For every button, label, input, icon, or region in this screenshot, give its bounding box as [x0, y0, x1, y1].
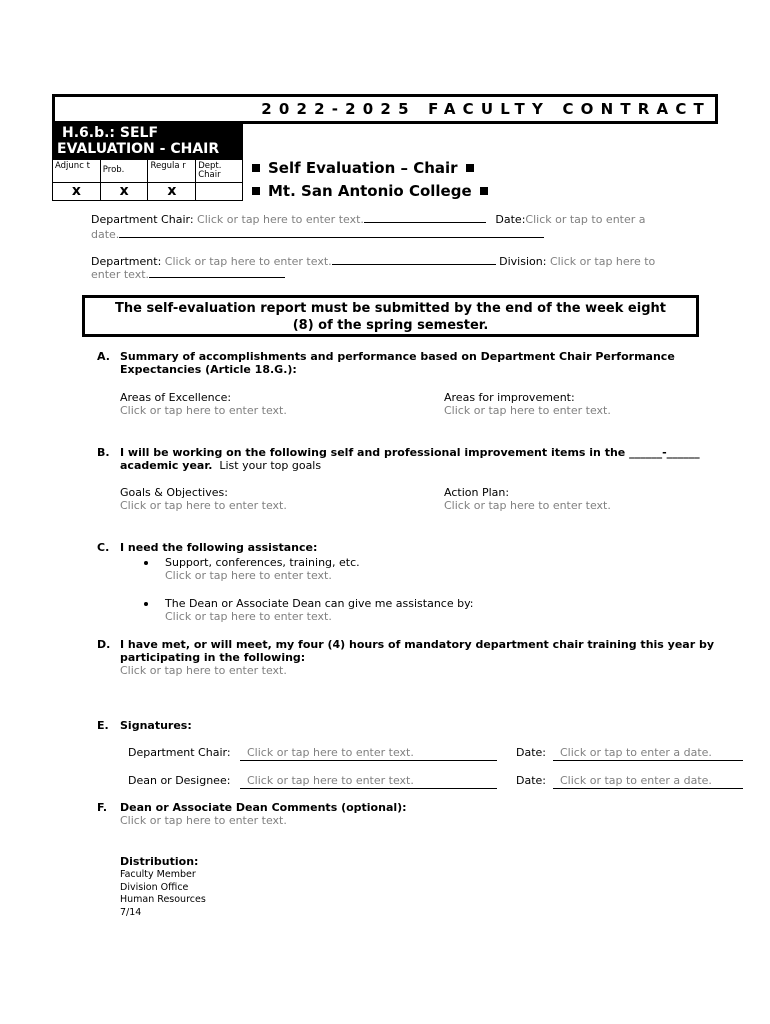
- department-label: Department:: [91, 255, 162, 268]
- section-code-box: [52, 121, 243, 159]
- chair-date-input[interactable]: Click or tap to enter a date.: [553, 746, 743, 761]
- date-continued-row: [91, 228, 544, 241]
- bullet-icon: [144, 602, 148, 606]
- section-a-title: Summary of accomplishments and performance based on Department Chair Performance Expectancies (Article 18.G.):: [120, 350, 675, 376]
- assistance-support: [165, 556, 360, 582]
- action-plan: [444, 486, 611, 512]
- chair-label: Department Chair:: [91, 213, 194, 226]
- distribution-item: Faculty Member: [120, 869, 196, 880]
- section-b-title: I will be working on the following self and professional improvement items in the ______-______ academic year. List your top goals: [120, 446, 700, 472]
- division-input-cont[interactable]: enter text.: [91, 268, 150, 281]
- training-input[interactable]: Click or tap here to enter text.: [120, 664, 287, 677]
- date-input-cont[interactable]: date.: [91, 228, 120, 241]
- chair-input[interactable]: Click or tap here to enter text.: [197, 213, 364, 226]
- title-self-evaluation: Self Evaluation – Chair: [252, 159, 474, 177]
- dean-signature-input[interactable]: Click or tap here to enter text.: [240, 774, 497, 789]
- square-bullet-icon: [466, 164, 474, 172]
- section-e-letter: E.: [97, 719, 109, 732]
- chair-field-row: [91, 213, 646, 226]
- mark-adjunct: x: [53, 183, 101, 201]
- date-input[interactable]: Click or tap to enter a: [525, 213, 646, 226]
- section-f-block: [120, 801, 407, 827]
- division-continued-row: [91, 268, 285, 281]
- dean-date-input[interactable]: Click or tap to enter a date.: [553, 774, 743, 789]
- section-d-title: I have met, or will meet, my four (4) hours of mandatory department chair training this year by participating in the following: Click or tap here to enter text.: [120, 638, 715, 677]
- section-f-title: Dean or Associate Dean Comments (optional):: [120, 801, 407, 814]
- col-adjunct: Adjunc t: [53, 160, 101, 183]
- section-d-letter: D.: [97, 638, 111, 651]
- chair-signature-label: Department Chair:: [128, 746, 231, 759]
- department-input[interactable]: Click or tap here to enter text.: [164, 255, 332, 268]
- support-label: Support, conferences, training, etc.: [165, 556, 360, 569]
- distribution-item: Division Office: [120, 881, 189, 893]
- distribution-item: 7/14: [120, 906, 142, 918]
- dean-assist-label: The Dean or Associate Dean can give me assistance by:: [165, 597, 474, 610]
- chair-date-label: Date:: [516, 746, 546, 759]
- square-bullet-icon: [480, 187, 488, 195]
- distribution-item: Human Resources: [120, 894, 206, 905]
- division-label: Division:: [499, 255, 547, 268]
- dean-signature-row: [128, 774, 230, 787]
- mark-dept-chair: [196, 183, 243, 201]
- square-bullet-icon: [252, 187, 260, 195]
- areas-excellence-input[interactable]: Click or tap here to enter text.: [120, 404, 287, 417]
- areas-improvement-label: Areas for improvement:: [444, 391, 575, 404]
- code-line-2: EVALUATION - CHAIR: [57, 141, 220, 157]
- square-bullet-icon: [252, 164, 260, 172]
- areas-excellence-label: Areas of Excellence:: [120, 391, 232, 404]
- section-c-title: I need the following assistance:: [120, 541, 318, 554]
- title-college: Mt. San Antonio College: [252, 182, 488, 200]
- submission-notice: The self-evaluation report must be submitted by the end of the week eight (8) of the spring semester.: [82, 295, 699, 337]
- action-plan-input[interactable]: Click or tap here to enter text.: [444, 499, 611, 512]
- chair-signature-row: [128, 746, 231, 759]
- assistance-dean: [165, 597, 474, 623]
- department-field-row: [91, 255, 655, 268]
- col-dept-chair: Dept. Chair: [196, 160, 243, 183]
- contract-banner: [52, 94, 718, 124]
- dean-signature-label: Dean or Designee:: [128, 774, 231, 787]
- areas-improvement: [444, 391, 611, 417]
- mark-regular: x: [148, 183, 196, 201]
- areas-excellence: [120, 391, 287, 417]
- dean-assist-input[interactable]: Click or tap here to enter text.: [165, 610, 332, 623]
- faculty-type-table: [52, 159, 243, 201]
- distribution-block: [120, 855, 206, 919]
- banner-title: 2022-2025 FACULTY CONTRACT: [261, 100, 711, 118]
- division-input[interactable]: Click or tap here to: [549, 255, 656, 268]
- date-label: Date:: [495, 213, 526, 226]
- section-f-letter: F.: [97, 801, 108, 814]
- goals-input[interactable]: Click or tap here to enter text.: [120, 499, 287, 512]
- action-plan-label: Action Plan:: [444, 486, 510, 499]
- areas-improvement-input[interactable]: Click or tap here to enter text.: [444, 404, 611, 417]
- col-prob: Prob.: [100, 160, 148, 183]
- support-input[interactable]: Click or tap here to enter text.: [165, 569, 332, 582]
- distribution-title: Distribution:: [120, 855, 199, 868]
- section-b-letter: B.: [97, 446, 110, 459]
- dean-date-label: Date:: [516, 774, 546, 787]
- col-regular: Regula r: [148, 160, 196, 183]
- chair-signature-input[interactable]: Click or tap here to enter text.: [240, 746, 497, 761]
- section-e-title: Signatures:: [120, 719, 192, 732]
- goals-label: Goals & Objectives:: [120, 486, 228, 499]
- mark-prob: x: [100, 183, 148, 201]
- code-line-1: H.6.b.: SELF: [62, 125, 159, 141]
- section-c-letter: C.: [97, 541, 110, 554]
- section-a-letter: A.: [97, 350, 110, 363]
- comments-input[interactable]: Click or tap here to enter text.: [120, 814, 287, 827]
- goals-objectives: [120, 486, 287, 512]
- bullet-icon: [144, 561, 148, 565]
